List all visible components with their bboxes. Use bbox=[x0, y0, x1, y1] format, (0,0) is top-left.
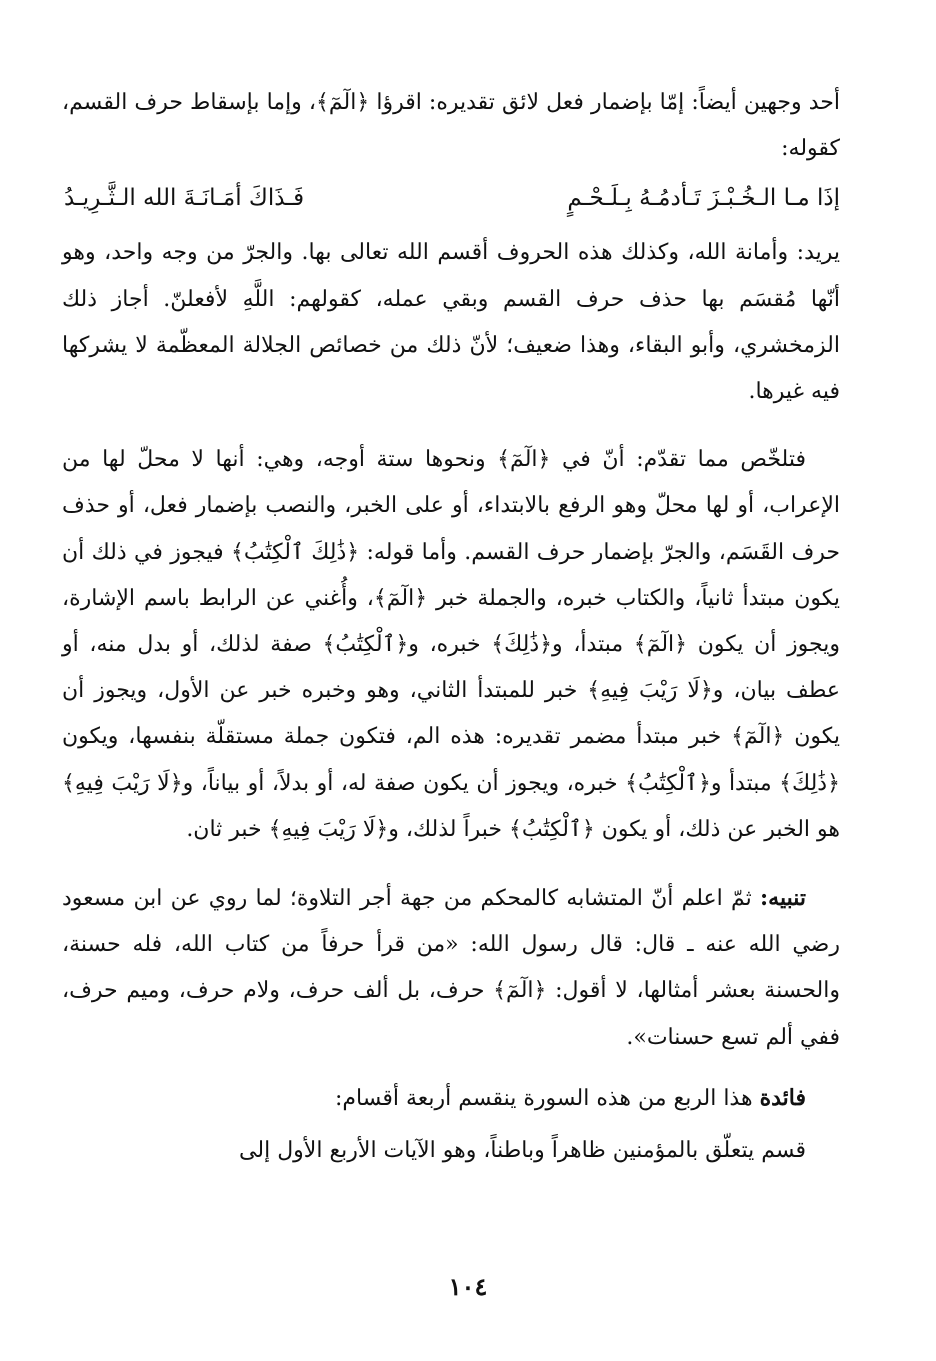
paragraph-note bbox=[62, 875, 840, 1061]
verse-second-hemistich: فَـذَاكَ أمَـانَـةَ الله الـثَّـرِيـدُ bbox=[64, 185, 305, 212]
note-label: تنبيه: bbox=[760, 885, 806, 912]
benefit-text: هذا الربع من هذه السورة ينقسم أربعة أقسام: bbox=[335, 1085, 760, 1111]
paragraph-benefit bbox=[62, 1075, 840, 1122]
benefit-label: فائدة bbox=[759, 1084, 806, 1111]
verse-first-hemistich: إذَا مـا الـخُـبْـزَ تَـأدمُـهُ بِـلَـحْـمٍ bbox=[567, 185, 840, 212]
page-number: ١٠٤ bbox=[448, 1272, 488, 1301]
paragraph-oath-explanation: يريد: وأمانة الله، وكذلك هذه الحروف أقسم الله تعالى بها. والجرّ من وجه واحد، وهو أنّها مُقسَم بها حذف حرف القسم وبقي عمله، كقولهم: اللَّهِ لأفعلنّ. أجاز ذلك الزمخشري، وأبو البقاء، وهذا ضعيف؛ لأنّ ذلك من خصائص الجلالة المعظّمة لا يشركها فيه غيرها. bbox=[62, 240, 840, 405]
paragraph-last-line: قسم يتعلّق بالمؤمنين ظاهراً وباطناً، وهو الآيات الأربع الأول إلى bbox=[239, 1138, 806, 1164]
note-text: ثمّ اعلم أنّ المتشابه كالمحكم من جهة أجر التلاوة؛ لما روي عن ابن مسعود رضي الله عنه ـ قال: قال رسول الله: «من قرأ حرفاً من كتاب الله، فله حسنة، والحسنة بعشر أمثالها، لا أقول: ﴿الٓمٓ﴾ حرف، بل ألف حرف، ولام حرف، وميم حرف، ففي ألم تسع حسنات». bbox=[62, 886, 840, 1050]
paragraph-summary-six-aspects: فتلخّص مما تقدّم: أنّ في ﴿الٓمٓ﴾ ونحوها ستة أوجه، وهي: أنها لا محلّ لها من الإعراب، أو لها محلّ وهو الرفع بالابتداء، أو على الخبر، والنصب بإضمار فعل، أو حذف حرف القَسَم، والجرّ بإضمار حرف القسم. وأما قوله: ﴿ذَٰلِكَ ٱلْكِتَٰبُ﴾ فيجوز في ذلك أن يكون مبتدأ ثانياً، والكتاب خبره، والجملة خبر ﴿الٓمٓ﴾، وأُغني عن الرابط باسم الإشارة، ويجوز أن يكون ﴿الٓمٓ﴾ مبتدأ، و﴿ذَٰلِكَ﴾ خبره، و﴿ٱلْكِتَٰبُ﴾ صفة لذلك، أو بدل منه، أو عطف بيان، و﴿لَا رَيْبَ فِيهِ﴾ خبر للمبتدأ الثاني، وهو وخبره خبر عن الأول، ويجوز أن يكون ﴿الٓمٓ﴾ خبر مبتدأ مضمر تقديره: هذه الم، فتكون جملة مستقلّة بنفسها، ويكون ﴿ذَٰلِكَ﴾ مبتدأ و﴿ٱلْكِتَٰبُ﴾ خبره، ويجوز أن يكون صفة له، أو بدلاً، أو بياناً، و﴿لَا رَيْبَ فِيهِ﴾ هو الخبر عن ذلك، أو يكون ﴿ٱلْكِتَٰبُ﴾ خبراً لذلك، و﴿لَا رَيْبَ فِيهِ﴾ خبر ثان. bbox=[62, 447, 840, 842]
paragraph-opening: أحد وجهين أيضاً: إمّا بإضمار فعل لائق تقديره: اقرؤا ﴿الٓمٓ﴾، وإما بإسقاط حرف القسم، كقوله: bbox=[62, 90, 840, 162]
poetry-verse bbox=[62, 172, 840, 224]
